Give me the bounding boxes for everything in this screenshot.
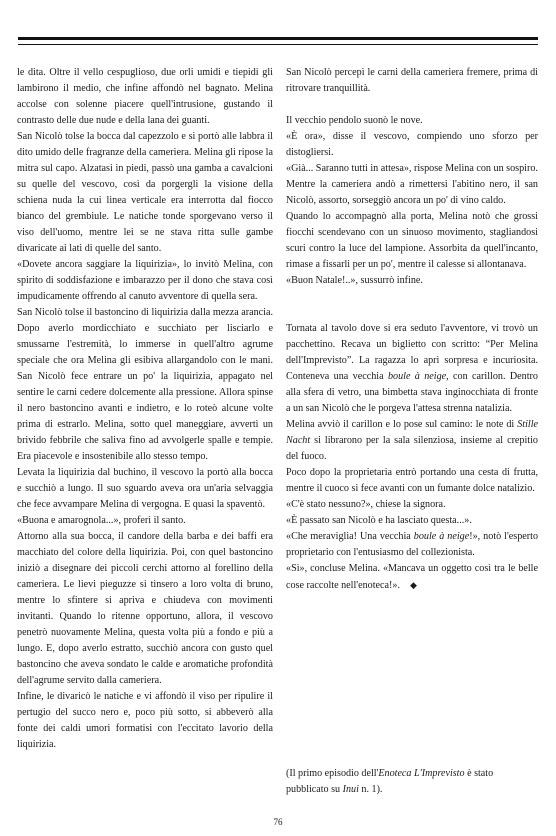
paragraph: San Nicolò tolse il bastoncino di liquirizia dalla mezza arancia. Dopo averlo mordicchiato e succhiato per lisciarlo e smussarne l'estremità, lo immerse in quell'altro agrume speciale che ora Melina gli esibiva allargandolo con le mani. San Nicolò fece entrare un po' la liquirizia, appagato nel sentire le carni cedere dolcemente alla pressione. Allora spinse il nero bastoncino avanti e indietro, e lo roteò alcune volte prima di estrarlo. Melina, sotto quel maneggiare, avvertì un brivido febbrile che saliva fino ad avvolgerle spalle e tempie. Era piacevole e insostenibile allo stesso tempo. [17,307,273,462]
paragraph: «Buon Natale!..», sussurrò infine. [286,275,423,286]
page-number: 76 [273,817,283,827]
section-gap [286,289,538,305]
paragraph: Levata la liquirizia dal buchino, il vescovo la portò alla bocca e succhiò a lungo. Il suo sguardo aveva ora un'aria selvaggia che fece avvampare Melina di vergogna. E quasi la spaventò. [17,467,273,510]
end-ornament-icon: ◆ [409,580,417,590]
paragraph: Infine, le divaricò le natiche e vi affondò il viso per ripulire il pertugio del succo nero e, poco più sotto, si abbeverò alla fonte dei caldi umori formatisi con l'eccitato lavorio della liquirizia. [17,691,273,750]
paragraph: «C'è stato nessuno?», chiese la signora. [286,499,446,510]
paragraph: Quando lo accompagnò alla porta, Melina notò che grossi fiocchi scendevano con un sinuoso movimento, stagliandosi scuri contro la luce del lampione. Assorbita da quell'incanto, rimase a fissarli per un po', mentre il calesse si allontanava. [286,211,538,270]
paragraph: «Dovete ancora saggiare la liquirizia», lo invitò Melina, con spirito di soddisfazione e imbarazzo per il dono che stava così impudicamente offrendo al canuto avventore di quella sera. [17,259,273,302]
paragraph: San Nicolò tolse la bocca dal capezzolo e si portò alle labbra il dito umido delle fragranze della cameriera. Melina gli ripose la mitra sul capo. Alzatasi in piedi, passò una gamba a cavalcioni su quelle del vescovo, così da porgergli la visione della schiena nuda la cui linea verticale era interrotta dal fiocco bianco del grembiule. Le natiche tonde sporgevano verso il viso dell'uomo, mentre lei se ne stava ritta sulle gambe divaricate ai lati di quelle del santo. [17,131,273,254]
paragraph: Mentre la cameriera andò a rimettersi l'abitino nero, il san Nicolò, assorto, sorseggiò ancora un po' di vino caldo. [286,179,538,206]
paragraph: Tornata al tavolo dove si era seduto l'avventore, vi trovò un pacchettino. Recava un biglietto con scritto: “Per Melina dell'Imprevisto”. La ragazza lo aprì sorpresa e incuriosita. Conteneva una vecchia boule à neige, con carillon. Dentro alla sfera di vetro, una bimbetta stava inginocchiata di fronte a un san Nicolò che le porgeva l'attesa strenna natalizia. [286,323,538,414]
paragraph: «Che meraviglia! Una vecchia boule à neige!», notò l'esperto proprietario con l'entusiasmo del collezionista. [286,531,539,558]
section-gap [286,97,538,113]
paragraph: Melina avviò il carillon e lo pose sul camino: le note di Stille Nacht si librarono per la sala silenziosa, insieme al crepitio del fuoco. [286,419,538,462]
paragraph: «È passato san Nicolò e ha lasciato questa...». [286,515,472,526]
header-rule-thick [18,37,538,40]
paragraph: «È ora», disse il vescovo, compiendo uno sforzo per distogliersi. [286,131,538,158]
paragraph: Il vecchio pendolo suonò le nove. [286,115,423,126]
footnote: (Il primo episodio dell'Enoteca L'Imprevisto è stato pubblicato su Inui n. 1). [286,768,494,795]
paragraph: «Buona e amarognola...», proferì il santo. [17,515,186,526]
paragraph: Poco dopo la proprietaria entrò portando una cesta di frutta, mentre il cuoco si fece avanti con un fumante dolce natalizio. [286,467,538,494]
paragraph: «Sì», concluse Melina. «Mancava un oggetto così tra le belle cose raccolte nell'enoteca!». ◆ [286,563,538,591]
paragraph: San Nicolò percepì le carni della cameriera fremere, prima di ritrovare tranquillità. [286,67,538,94]
paragraph: le dita. Oltre il vello cespuglioso, due orli umidi e tiepidi gli lambirono il medio, che infine affondò nel bagnato. Melina accolse con solenne piacere quell'intrusione, gustando il contrasto delle due nude e della lana dei guanti. [17,67,273,126]
paragraph: Attorno alla sua bocca, il candore della barba e dei baffi era macchiato del colore della liquirizia. Poi, con quel bastoncino iniziò a disegnare dei piccoli cerchi attorno al forellino della cameriera. Le lievi pieguzze si tinsero a loro volta di bruno, mentre lo sfintere si apriva e chiudeva con movimenti invitanti. Quando lo ritenne opportuno, allora, il vescovo penetrò nuovamente Melina, questa volta più a fondo e più a lungo. E, dopo averlo estratto, succhiò ancora con gusto quel bastoncino che aveva sondato le calde e aromatiche profondità dell'agrume servito dalla cameriera. [17,531,273,686]
paragraph: «Già... Saranno tutti in attesa», rispose Melina con un sospiro. [286,163,538,174]
section-gap [286,305,538,321]
header-rule-thin [18,44,538,45]
left-column [17,65,273,753]
right-column [286,65,538,594]
